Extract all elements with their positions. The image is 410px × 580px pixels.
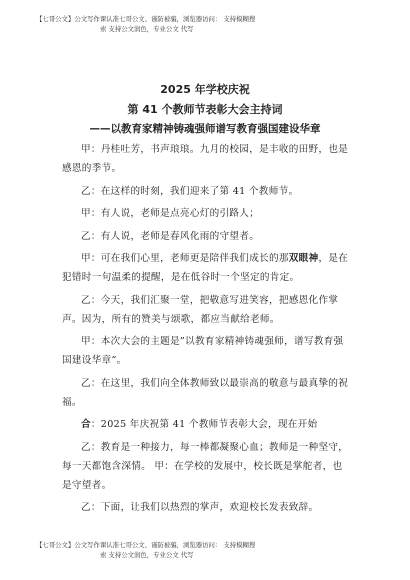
speaker-label: 合 [81,419,91,430]
paragraph: 乙：今天，我们汇聚一堂，把敬意写进笑容，把感恩化作掌声。因为，所有的赞美与颂歌，都应当献给老师。 [62,294,339,325]
paragraph-text: 甲：可在我们心里，老师更是陪伴我们成长的那 [81,253,289,264]
footer-banner [36,540,390,560]
bold-phrase: 双眼神 [288,253,319,264]
paragraph: 甲：有人说，老师是点亮心灯的引路人； [81,208,260,219]
paragraph: 乙：在这里，我们向全体教师致以最崇高的敬意与最真挚的祝福。 [62,377,349,408]
paragraph: 乙：教育是一种接力，每一棒都凝聚心血；教师是一种坚守，每一天都饱含深情。 甲：在学校的发展中，校长既是掌舵者，也是守望者。 [62,441,349,491]
paragraph: 乙：在这样的时刻，我们迎来了第 41 个教师节。 [81,185,299,197]
paragraph: 乙：有人说，老师是春风化雨的守望者。 [81,230,260,242]
paragraph-text: ，是在犯错时一句温柔的提醒，是在低谷时一个坚定的肯定。 [62,253,349,283]
paragraph-text: ：2025 年庆祝第 41 个教师节表彰大会，现在开始 [90,419,318,430]
paragraph: 甲：本次大会的主题是”以教育家精神铸魂强师，谱写教育强国建设华章”。 [62,336,344,366]
title-main: 第 41 个教师节表彰大会主持词 [127,103,283,116]
title-block [0,80,410,138]
banner-line-2: 索 支持公文润色，专业公文 代写 [100,25,194,33]
banner-line-2: 索 支持公文润色，专业公文 代写 [100,551,194,559]
paragraph: 甲：丹桂吐芳，书声琅琅。九月的校园，是丰收的田野，也是感恩的季节。 [62,144,349,174]
title-year: 2025 年学校庆祝 [160,83,250,96]
title-subtitle: ——以教育家精神铸魂强师谱写教育强国建设华章 [89,123,321,135]
paragraph [62,249,352,287]
banner-line-1: 【七哥公文】公文写作课认准七哥公文、谨防被骗，浏览器访问： 支持模糊搜 [36,15,256,23]
script-body [62,140,352,521]
paragraph [62,415,352,434]
paragraph: 乙：下面，让我们以热烈的掌声，欢迎校长发表致辞。 [81,502,319,513]
header-banner [36,14,390,34]
banner-line-1: 【七哥公文】公文写作课认准七哥公文、谨防被骗，浏览器访问： 支持模糊搜 [36,541,256,549]
